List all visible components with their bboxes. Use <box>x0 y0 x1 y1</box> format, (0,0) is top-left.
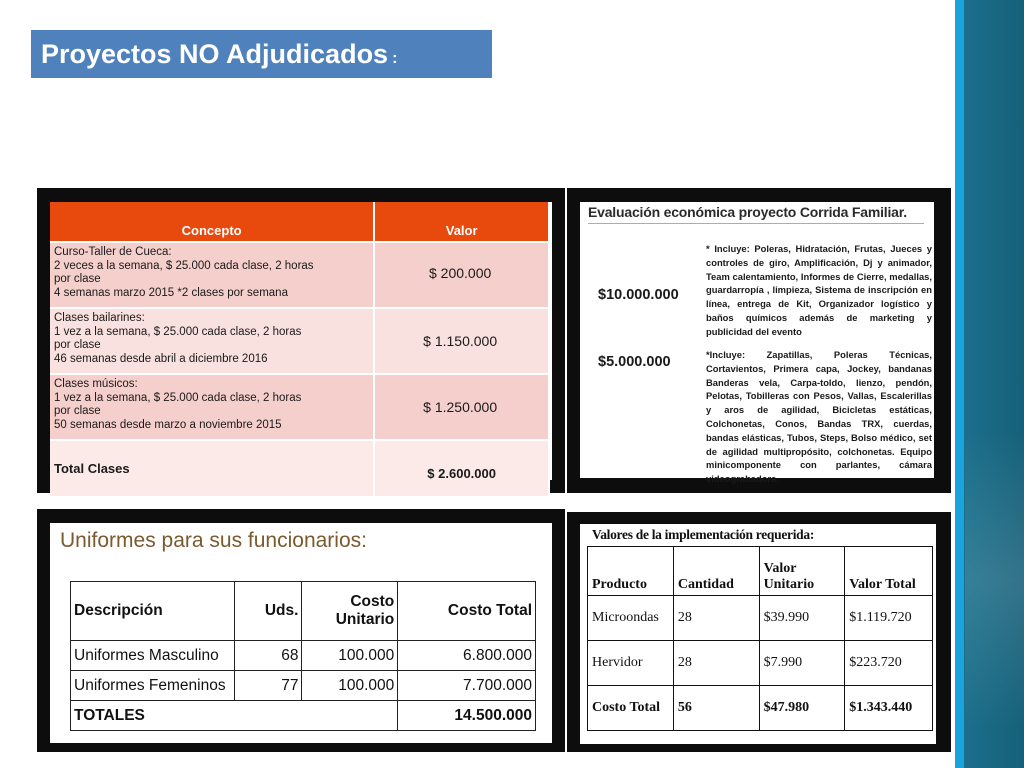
header-valor: Valor <box>374 202 549 242</box>
table-row <box>71 641 536 671</box>
uniformes-header-row <box>71 582 536 641</box>
concepto-line: Clases bailarines: <box>54 312 145 324</box>
implementacion-table <box>587 546 933 731</box>
costo-total-label: Costo Total <box>588 686 674 731</box>
concepto-line: por clase <box>54 273 101 285</box>
concepto-line: por clase <box>54 405 101 417</box>
uniformes-panel <box>37 509 565 752</box>
table-row <box>71 671 536 701</box>
descripcion-cell: Uniformes Femeninos <box>71 671 235 701</box>
uds-cell: 77 <box>234 671 302 701</box>
total-cantidad: 56 <box>673 686 759 731</box>
valor-total-cell: $1.119.720 <box>845 596 933 641</box>
slide-title-text: Proyectos NO Adjudicados <box>41 39 389 69</box>
header-costo-total: Costo Total <box>398 582 536 641</box>
concepto-line: 1 vez a la semana, $ 25.000 cada clase, 2 horas <box>54 325 302 338</box>
corrida-title: Evaluación económica proyecto Corrida Familiar. <box>588 204 907 220</box>
uniformes-content <box>50 523 552 743</box>
header-descripcion: Descripción <box>71 582 235 641</box>
slide-title <box>31 30 492 78</box>
producto-cell: Hervidor <box>588 641 674 686</box>
concepto-line: 50 semanas desde marzo a noviembre 2015 <box>54 418 282 431</box>
descripcion-cell: Uniformes Masculino <box>71 641 235 671</box>
header-valor-total: Valor Total <box>845 547 933 596</box>
implementacion-panel <box>567 512 951 752</box>
costo-total-cell: 6.800.000 <box>398 641 536 671</box>
costo-unitario-cell: 100.000 <box>302 671 398 701</box>
concepto-cell <box>50 242 374 308</box>
corrida-title-underline <box>588 223 924 224</box>
table-row <box>50 242 549 308</box>
header-valor-unitario: Valor Unitario <box>759 547 845 596</box>
concepto-line: 46 semanas desde abril a diciembre 2016 <box>54 352 268 365</box>
header-costo-unitario-line: Unitario <box>335 611 395 628</box>
uniformes-table <box>70 581 536 731</box>
clases-header-row <box>50 202 549 242</box>
header-cantidad: Cantidad <box>673 547 759 596</box>
concepto-line: Curso-Taller de Cueca: <box>54 246 172 258</box>
costo-total-cell: 7.700.000 <box>398 671 536 701</box>
clases-table-area <box>50 202 552 480</box>
right-decorative-band <box>955 0 1024 768</box>
implementacion-title: Valores de la implementación requerida: <box>592 527 815 542</box>
uniformes-title: Uniformes para sus funcionarios: <box>60 529 367 552</box>
band-shade <box>965 430 1024 730</box>
header-producto: Producto <box>588 547 674 596</box>
producto-cell: Microondas <box>588 596 674 641</box>
valor-unitario-cell: $39.990 <box>759 596 845 641</box>
total-row <box>71 701 536 731</box>
table-row <box>50 374 549 440</box>
valor-unitario-cell: $7.990 <box>759 641 845 686</box>
concepto-line: 2 veces a la semana, $ 25.000 cada clase, 2 horas <box>54 259 314 272</box>
corrida-amount: $10.000.000 <box>598 287 679 303</box>
total-valor-unitario: $47.980 <box>759 686 845 731</box>
valor-cell: $ 200.000 <box>374 242 549 308</box>
table-row <box>50 308 549 374</box>
total-valor-total: $1.343.440 <box>845 686 933 731</box>
concepto-cell <box>50 308 374 374</box>
costo-unitario-cell: 100.000 <box>302 641 398 671</box>
clases-panel <box>37 188 565 493</box>
uds-cell: 68 <box>234 641 302 671</box>
corrida-note: *Incluye: Zapatillas, Poleras Técnicas, Cortavientos, Primera capa, Jockey, bandanas Banderas vela, Carpa-toldo, lienzo, pendón, Pelotas, Tobilleras con Pesos, Vallas, Escalerillas y aros de agilidad, Bicicletas estáticas, Colchonetas, Conos, Bandas TRX, cuerdas, bandas elásticas, Tubos, Steps, Bolso médico, set de agilidad multipropósito, colchonetas. Equipo minicomponente con parlantes, cámara videograbadora. <box>706 349 932 485</box>
totales-costo-total: 14.500.000 <box>398 701 536 731</box>
header-costo-unitario <box>302 582 398 641</box>
corrida-panel <box>567 188 951 493</box>
valor-total-cell: $223.720 <box>845 641 933 686</box>
total-label: Total Clases <box>50 440 374 496</box>
concepto-line: 4 semanas marzo 2015 *2 clases por semana <box>54 286 288 299</box>
header-costo-unitario-line: Costo <box>350 593 395 610</box>
cantidad-cell: 28 <box>673 596 759 641</box>
concepto-line: 1 vez a la semana, $ 25.000 cada clase, 2 horas <box>54 391 302 404</box>
table-row <box>588 641 933 686</box>
totales-label: TOTALES <box>71 701 398 731</box>
valor-cell: $ 1.250.000 <box>374 374 549 440</box>
concepto-line: Clases músicos: <box>54 378 138 390</box>
concepto-cell <box>50 374 374 440</box>
cantidad-cell: 28 <box>673 641 759 686</box>
corrida-note: * Incluye: Poleras, Hidratación, Frutas, Jueces y controles de giro, Amplificación, Dj y animador, Team calentamiento, Informes de Cierre, medallas, guardarropía , limpieza, Sistema de inscripción en línea, entrega de Kit, Organizador logístico y baños químicos además de marketing y publicidad del evento <box>706 243 932 337</box>
valor-cell: $ 1.150.000 <box>374 308 549 374</box>
total-row <box>50 440 549 496</box>
header-uds: Uds. <box>234 582 302 641</box>
implementacion-content <box>580 524 936 744</box>
corrida-amount: $5.000.000 <box>598 354 671 370</box>
total-row <box>588 686 933 731</box>
slide-title-colon: : <box>392 50 398 67</box>
header-concepto: Concepto <box>50 202 374 242</box>
table-row <box>588 596 933 641</box>
concepto-line: por clase <box>54 339 101 351</box>
corrida-content <box>580 202 934 485</box>
implementacion-header-row <box>588 547 933 596</box>
clases-table <box>50 202 550 496</box>
total-valor: $ 2.600.000 <box>374 440 549 496</box>
